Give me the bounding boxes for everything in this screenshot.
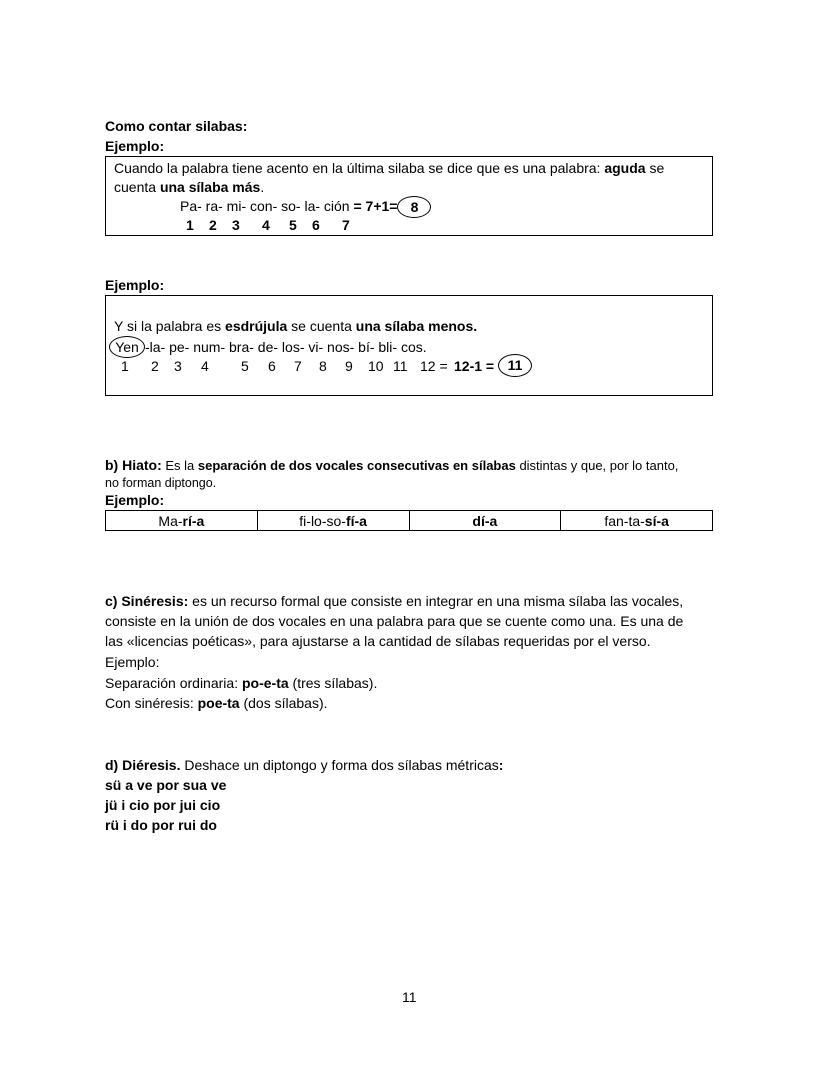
dieresis-example: jü i cio por jui cio (105, 797, 221, 813)
box-line-2 (114, 177, 264, 197)
text: (tres sílabas). (288, 675, 378, 691)
num: 7 (294, 358, 302, 374)
num: 5 (241, 358, 249, 374)
sum: = 7+1= (349, 198, 398, 214)
text: (dos sílabas). (239, 695, 328, 711)
num: 8 (319, 358, 327, 374)
text: Cuando la palabra tiene acento en la última silaba se dice que es una palabra: (114, 160, 605, 176)
text-bold: esdrújula (225, 318, 288, 334)
sineresis-line-3: las «licencias poéticas», para ajustarse a la cantidad de sílabas requeridas por el verso. (105, 633, 651, 649)
table-cell: dí-a (409, 511, 561, 531)
num: 3 (232, 217, 240, 233)
first-syllable-circle: Yen (109, 336, 145, 358)
syllable-numbers (106, 356, 712, 378)
text: se cuenta (287, 318, 356, 334)
sineresis-line-4: Ejemplo: (105, 654, 160, 670)
section-title: Como contar silabas: (105, 118, 248, 134)
syllables: Pa- ra- mi- con- so- la- ción (180, 198, 350, 214)
text: distintas y que, por lo tanto, (515, 458, 679, 473)
syllables: -la- pe- num- bra- de- los- vi- nos- bí- bli- cos. (145, 339, 427, 355)
text-bold: : (498, 757, 504, 773)
sineresis-line-1 (105, 593, 683, 609)
sineresis-label: c) Sinéresis: (105, 593, 189, 609)
text: Es la (161, 458, 198, 473)
text-bold: aguda (604, 160, 646, 176)
syllable-line (180, 196, 431, 218)
page-number: 11 (402, 989, 417, 1005)
text: es un recurso formal que consiste en integrar en una misma sílaba las vocales, (188, 593, 684, 609)
text: Separación ordinaria: (105, 675, 242, 691)
dieresis-label: d) Diéresis. (105, 757, 181, 773)
result-circle: 8 (397, 196, 431, 218)
text-bold: po-e-ta (241, 675, 289, 691)
num: 9 (345, 358, 353, 374)
text-bold: separación de dos vocales consecutivas en sílabas (197, 458, 516, 473)
syllable-line (109, 336, 427, 358)
dieresis-example: rü i do por rui do (105, 817, 217, 833)
example-box-aguda (105, 156, 713, 236)
hiato-examples-table (105, 510, 713, 531)
num: 2 (151, 358, 159, 374)
num: 6 (268, 358, 276, 374)
text: Y si la palabra es (114, 318, 226, 334)
box-line-1 (114, 158, 664, 178)
text-bold: poe-ta (197, 695, 240, 711)
num: 2 (209, 217, 217, 233)
text: se (645, 160, 665, 176)
box-line-1 (114, 316, 477, 336)
table-cell: fi-lo-so-fí-a (257, 511, 409, 531)
hiato-line-2: no forman diptongo. (105, 476, 217, 490)
table-row (106, 511, 713, 531)
num: 5 (289, 217, 297, 233)
text: Deshace un diptongo y forma dos sílabas métricas (180, 757, 499, 773)
sineresis-line-5 (105, 675, 377, 691)
num: 6 (312, 217, 320, 233)
num: 4 (262, 217, 270, 233)
sineresis-line-2: consiste en la unión de dos vocales en una palabra para que se cuente como una. Es una de (105, 613, 684, 629)
example-label: Ejemplo: (105, 138, 165, 154)
dieresis-example: sü a ve por sua ve (105, 777, 227, 793)
text-bold: una sílaba menos. (355, 318, 478, 334)
num: 11 (393, 358, 408, 374)
num: 10 (368, 358, 384, 374)
sineresis-line-6 (105, 695, 328, 711)
table-cell: fan-ta-sí-a (561, 511, 713, 531)
num: 12 = (420, 358, 448, 374)
text: Con sinéresis: (105, 695, 198, 711)
table-cell: Ma-rí-a (106, 511, 258, 531)
num: 3 (174, 358, 182, 374)
num: 1 (121, 358, 129, 374)
text-bold: una sílaba más (159, 179, 261, 195)
num: 1 (186, 217, 194, 233)
num: 4 (201, 358, 209, 374)
num: 7 (342, 217, 350, 233)
example-label: Ejemplo: (105, 492, 165, 508)
example-box-esdrujula (105, 295, 713, 396)
text: . (260, 179, 265, 195)
dieresis-line-1 (105, 757, 503, 773)
text: cuenta (114, 179, 160, 195)
result-circle: 11 (498, 354, 532, 377)
example-label: Ejemplo: (105, 277, 165, 293)
hiato-label: b) Hiato: (105, 457, 162, 473)
hiato-line-1 (105, 457, 678, 473)
sum: 12-1 = (454, 358, 495, 374)
